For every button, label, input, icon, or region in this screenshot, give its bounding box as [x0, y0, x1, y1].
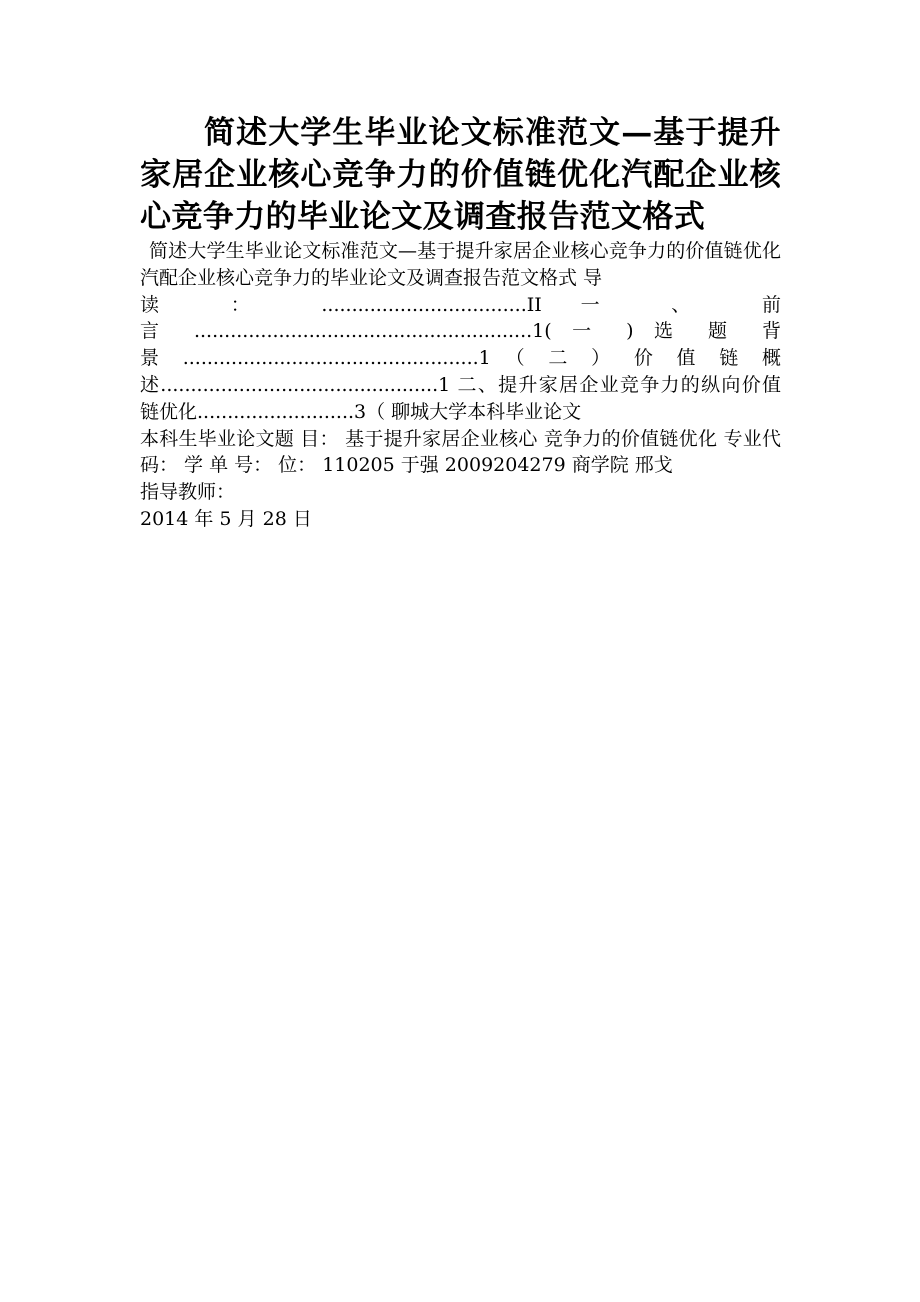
document-title: 简述大学生毕业论文标准范文—基于提升家居企业核心竞争力的价值链优化汽配企业核心竞争力的毕业论文及调查报告范文格式 — [140, 115, 781, 235]
submission-date: 2014 年 5 月 28 日 — [140, 507, 312, 530]
thesis-info-block: 本科生毕业论文题 目： 基于提升家居企业核心 竞争力的价值链优化 专业代码： 学 单 号： 位： 110205 于强 2009204279 商学院 邢戈 — [140, 427, 781, 477]
advisor-label: 指导教师： — [140, 481, 236, 504]
toc-line: 景 .................................................1 （ 二 ） 价 值 链 概 — [140, 347, 781, 370]
toc-line: 言 ........................................................1( 一 ) 选 题 背 — [140, 320, 781, 343]
toc-line: 读 ： ..................................II 一 、 前 — [140, 293, 781, 316]
intro-paragraph: 简述大学生毕业论文标准范文—基于提升家居企业核心竞争力的价值链优化汽配企业核心竞争力的毕业论文及调查报告范文格式 导 — [140, 240, 781, 289]
toc-line: 述..............................................1 二、提升家居企业竞争力的纵向价值 — [140, 373, 781, 396]
toc-line-last: 链优化..........................3（ 聊城大学本科毕业论文 — [140, 400, 582, 423]
document-page — [140, 112, 781, 533]
